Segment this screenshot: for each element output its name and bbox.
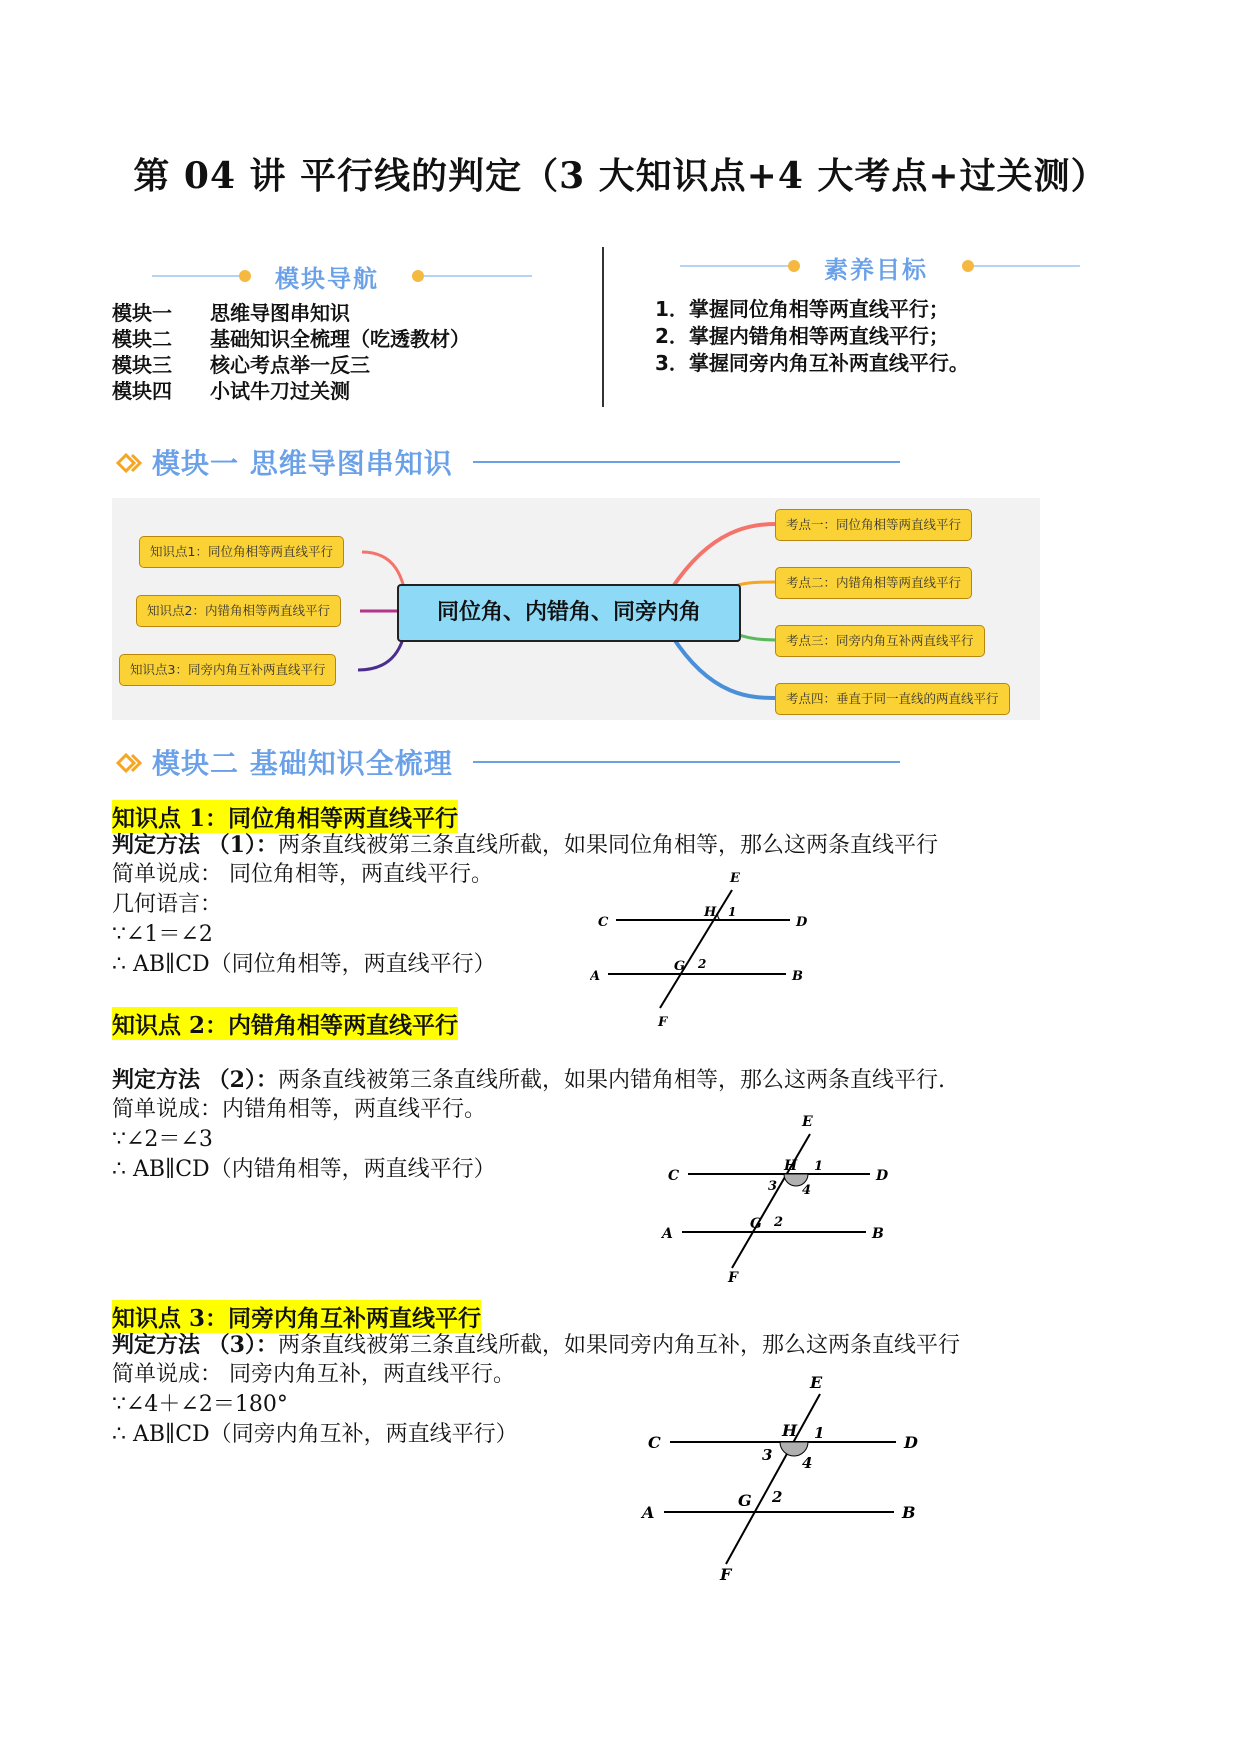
nav-item-key: 模块二: [112, 327, 172, 351]
label-H: H: [782, 1421, 798, 1440]
kp2-simple: 简单说成：内错角相等，两直线平行。: [112, 1097, 487, 1122]
label-4: 4: [802, 1454, 813, 1472]
label-D: D: [796, 915, 808, 930]
mind-map-node-right: 考点一：同位角相等两直线平行: [775, 509, 972, 541]
nav-heading-bar: [112, 258, 552, 294]
label-B: B: [902, 1503, 916, 1522]
kp1-geo-label: 几何语言：: [112, 892, 223, 917]
mind-map-node-left: 知识点2：内错角相等两直线平行: [136, 595, 341, 627]
label-G: G: [738, 1491, 752, 1510]
goals-list: [655, 296, 969, 377]
kp3-method-text: 两条直线被第三条直线所截，如果同旁内角互补，那么这两条直线平行: [277, 1333, 960, 1358]
kp1-therefore: ∴ AB∥CD（同位角相等，两直线平行）: [112, 952, 496, 977]
kp2-method-label: 判定方法 （2）：: [112, 1067, 278, 1093]
kp3-simple: 简单说成： 同旁内角互补，两直线平行。: [112, 1362, 515, 1387]
nav-item: [112, 326, 470, 352]
label-3: 3: [768, 1179, 778, 1194]
nav-heading: 模块导航: [275, 265, 379, 293]
label-C: C: [648, 1433, 661, 1452]
goal-item: 1．掌握同位角相等两直线平行；: [655, 297, 949, 321]
mind-map: [112, 498, 1040, 720]
kp1-method-text: 两条直线被第三条直线所截，如果同位角相等，那么这两条直线平行: [277, 833, 938, 858]
mind-map-node-right: 考点四：垂直于同一直线的两直线平行: [775, 683, 1010, 715]
label-G: G: [674, 959, 686, 974]
label-H: H: [784, 1158, 798, 1174]
nav-item-value: 小试牛刀过关测: [210, 379, 350, 403]
diamond-arrow-icon: [116, 750, 152, 776]
label-1: 1: [814, 1424, 825, 1442]
mind-map-node-right: 考点二：内错角相等两直线平行: [775, 567, 972, 599]
label-1: 1: [814, 1159, 824, 1174]
kp1-simple: 简单说成： 同位角相等，两直线平行。: [112, 862, 493, 887]
mind-map-node-left: 知识点3：同旁内角互补两直线平行: [119, 654, 336, 686]
label-G: G: [750, 1216, 762, 1232]
label-2: 2: [772, 1488, 783, 1506]
label-3: 3: [762, 1446, 773, 1464]
goals-heading-bar: [660, 254, 1100, 290]
label-C: C: [668, 1168, 680, 1184]
label-E: E: [730, 871, 740, 886]
label-A: A: [590, 969, 601, 984]
label-F: F: [728, 1270, 738, 1284]
kp1-figure: [590, 868, 820, 1028]
label-B: B: [792, 969, 803, 984]
mind-map-node-left: 知识点1：同位角相等两直线平行: [139, 536, 344, 568]
kp3-heading: 知识点 3：同旁内角互补两直线平行: [112, 1300, 481, 1333]
column-divider: [602, 247, 604, 407]
label-E: E: [810, 1374, 823, 1392]
kp1-heading: 知识点 1：同位角相等两直线平行: [112, 800, 458, 833]
mind-map-center: 同位角、内错角、同旁内角: [397, 584, 741, 642]
kp3-method-label: 判定方法 （3）：: [112, 1332, 278, 1358]
label-B: B: [872, 1226, 884, 1242]
label-2: 2: [698, 957, 707, 971]
kp2-heading: 知识点 2：内错角相等两直线平行: [112, 1007, 458, 1040]
kp1-because: ∵∠1＝∠2: [112, 922, 213, 947]
label-F: F: [658, 1015, 668, 1028]
nav-item-key: 模块三: [112, 353, 172, 377]
section2-heading: 模块二 基础知识全梳理: [152, 747, 453, 780]
kp1-method-label: 判定方法 （1）：: [112, 832, 278, 858]
nav-list: [112, 300, 470, 404]
kp2-method-text: 两条直线被第三条直线所截，如果内错角相等，那么这两条直线平行.: [277, 1068, 945, 1093]
kp3-method: [112, 1330, 960, 1361]
label-D: D: [876, 1168, 889, 1184]
label-D: D: [904, 1433, 918, 1452]
label-A: A: [662, 1226, 673, 1242]
nav-item: [112, 352, 470, 378]
mind-map-node-right: 考点三：同旁内角互补两直线平行: [775, 625, 985, 657]
goal-item: 2．掌握内错角相等两直线平行；: [655, 324, 949, 348]
kp2-figure: [660, 1112, 900, 1284]
nav-item-value: 基础知识全梳理（吃透教材）: [210, 327, 470, 351]
nav-item: [112, 378, 470, 404]
kp2-method: [112, 1065, 945, 1096]
kp2-because: ∵∠2＝∠3: [112, 1127, 213, 1152]
label-F: F: [720, 1565, 732, 1582]
kp3-therefore: ∴ AB∥CD（同旁内角互补，两直线平行）: [112, 1422, 518, 1447]
nav-item: [112, 300, 470, 326]
nav-item-value: 思维导图串知识: [210, 301, 350, 325]
goals-heading: 素养目标: [824, 256, 928, 284]
label-1: 1: [728, 905, 737, 919]
label-A: A: [642, 1503, 655, 1522]
diamond-arrow-icon: [116, 450, 152, 476]
label-E: E: [802, 1114, 813, 1130]
section1-heading: 模块一 思维导图串知识: [152, 447, 453, 480]
nav-item-key: 模块一: [112, 301, 172, 325]
kp3-because: ∵∠4＋∠2＝180°: [112, 1392, 288, 1417]
nav-item-key: 模块四: [112, 379, 172, 403]
label-H: H: [704, 905, 717, 920]
kp1-method: [112, 830, 938, 861]
label-C: C: [598, 915, 609, 930]
label-4: 4: [802, 1183, 812, 1198]
page-title: 第 04 讲 平行线的判定（3 大知识点+4 大考点+过关测）: [133, 155, 1108, 197]
goal-item: 3．掌握同旁内角互补两直线平行。: [655, 351, 969, 375]
kp2-therefore: ∴ AB∥CD（内错角相等，两直线平行）: [112, 1157, 496, 1182]
kp3-figure: [640, 1374, 930, 1582]
section2-rule: [473, 761, 900, 763]
label-2: 2: [774, 1215, 784, 1230]
nav-item-value: 核心考点举一反三: [210, 353, 370, 377]
section1-rule: [473, 461, 900, 463]
